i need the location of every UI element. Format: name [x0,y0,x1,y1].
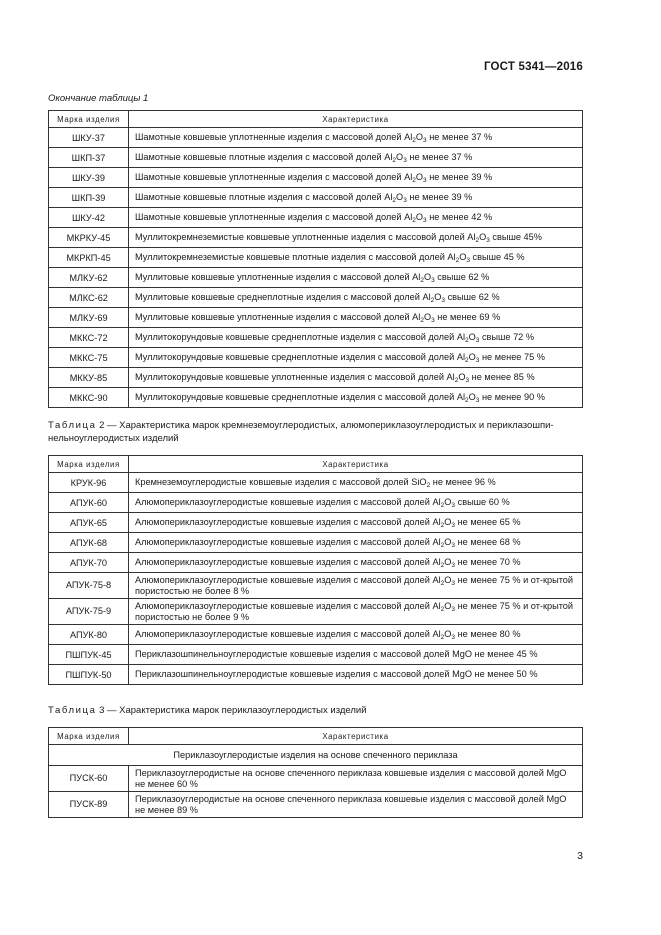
table-row [49,533,583,553]
table2-caption-label: Таблица [48,420,97,431]
table2 [48,455,583,685]
table3-header-desc: Характеристика [129,728,583,745]
table3-caption [48,704,367,717]
characteristic-cell: Муллитокорундовые ковшевые среднеплотные изделия с массовой долей $Al_2O_3$ не менее 75 % [129,348,583,368]
table3-caption-text: 3 — Характеристика марок периклазоуглеродистых изделий [99,705,367,716]
table3 [48,727,583,818]
product-grade-cell: МККС-90 [49,388,129,408]
table-row [49,368,583,388]
table-row [49,599,583,625]
table-row [49,665,583,685]
product-grade-cell: МЛКУ-69 [49,308,129,328]
characteristic-cell: Алюмопериклазоуглеродистые ковшевые изделия с массовой долей $Al_2O_3$ свыше 60 % [129,493,583,513]
characteristic-cell: Алюмопериклазоуглеродистые ковшевые изделия с массовой долей $Al_2O_3$ не менее 65 % [129,513,583,533]
characteristic-cell: Периклазошпинельноуглеродистые ковшевые изделия с массовой долей MgO не менее 50 % [129,665,583,685]
table3-caption-label: Таблица [48,705,97,716]
table-row [49,328,583,348]
product-grade-cell: МККС-72 [49,328,129,348]
product-grade-cell: АПУК-80 [49,625,129,645]
table-row [49,168,583,188]
product-grade-cell: ПШПУК-45 [49,645,129,665]
product-grade-cell: МККС-75 [49,348,129,368]
characteristic-cell: Шамотные ковшевые плотные изделия с массовой долей $Al_2O_3$ не менее 37 % [129,148,583,168]
characteristic-cell: Алюмопериклазоуглеродистые ковшевые изделия с массовой долей $Al_2O_3$ не менее 80 % [129,625,583,645]
characteristic-cell: Алюмопериклазоуглеродистые ковшевые изделия с массовой долей $Al_2O_3$ не менее 75 % и от-крытой пористостью не более 8 % [129,573,583,599]
product-grade-cell: АПУК-68 [49,533,129,553]
table-row [49,348,583,368]
product-grade-cell: МЛКУ-62 [49,268,129,288]
product-grade-cell: МККУ-85 [49,368,129,388]
product-grade-cell: АПУК-70 [49,553,129,573]
table-row [49,513,583,533]
table2-caption [48,419,588,445]
characteristic-cell: Муллитовые ковшевые уплотненные изделия с массовой долей $Al_2O_3$ не менее 69 % [129,308,583,328]
table-row [49,288,583,308]
table2-caption-text: 2 — Характеристика марок кремнеземоуглеродистых, алюмопериклазоуглеродистых и периклазошпи-нельноуглеродистых изделий [48,420,554,444]
product-grade-cell: МКРКУ-45 [49,228,129,248]
characteristic-cell: Муллитокремнеземистые ковшевые уплотненные изделия с массовой долей $Al_2O_3$ свыше 45% [129,228,583,248]
product-grade-cell: ШКУ-37 [49,128,129,148]
product-grade-cell: АПУК-65 [49,513,129,533]
table1-header-desc: Характеристика [129,111,583,128]
characteristic-cell: Периклазошпинельноуглеродистые ковшевые изделия с массовой долей MgO не менее 45 % [129,645,583,665]
table-row [49,792,583,818]
characteristic-cell: Периклазоуглеродистые на основе спеченного периклаза ковшевые изделия с массовой долей MgO не менее 89 % [129,792,583,818]
table-row [49,388,583,408]
table1-caption: Окончание таблицы 1 [48,93,149,104]
table-row [49,148,583,168]
table-row [49,473,583,493]
characteristic-cell: Муллитовые ковшевые среднеплотные изделия с массовой долей $Al_2O_3$ свыше 62 % [129,288,583,308]
table1-header-code: Марка изделия [49,111,129,128]
table1 [48,110,583,408]
document-code: ГОСТ 5341—2016 [483,61,583,73]
table-row [49,268,583,288]
characteristic-cell: Алюмопериклазоуглеродистые ковшевые изделия с массовой долей $Al_2O_3$ не менее 68 % [129,533,583,553]
characteristic-cell: Муллитокорундовые ковшевые среднеплотные изделия с массовой долей $Al_2O_3$ свыше 72 % [129,328,583,348]
product-grade-cell: КРУК-96 [49,473,129,493]
characteristic-cell: Муллитовые ковшевые уплотненные изделия с массовой долей $Al_2O_3$ свыше 62 % [129,268,583,288]
product-grade-cell: ШКУ-39 [49,168,129,188]
table-row [49,308,583,328]
characteristic-cell: Кремнеземоуглеродистые ковшевые изделия с массовой долей SiO$_2$ не менее 96 % [129,473,583,493]
table2-header-code: Марка изделия [49,456,129,473]
table-row [49,766,583,792]
product-grade-cell: ПУСК-60 [49,766,129,792]
characteristic-cell: Алюмопериклазоуглеродистые ковшевые изделия с массовой долей $Al_2O_3$ не менее 70 % [129,553,583,573]
table-row [49,228,583,248]
characteristic-cell: Муллитокремнеземистые ковшевые плотные изделия с массовой долей $Al_2O_3$ свыше 45 % [129,248,583,268]
table3-header-code: Марка изделия [49,728,129,745]
product-grade-cell: ШКУ-42 [49,208,129,228]
page-number: 3 [577,850,583,862]
characteristic-cell: Периклазоуглеродистые на основе спеченного периклаза ковшевые изделия с массовой долей MgO не менее 60 % [129,766,583,792]
product-grade-cell: ПШПУК-50 [49,665,129,685]
characteristic-cell: Муллитокорундовые ковшевые уплотненные изделия с массовой долей $Al_2O_3$ не менее 85 % [129,368,583,388]
table-row [49,208,583,228]
table-row [49,188,583,208]
characteristic-cell: Шамотные ковшевые уплотненные изделия с массовой долей $Al_2O_3$ не менее 37 % [129,128,583,148]
product-grade-cell: АПУК-60 [49,493,129,513]
characteristic-cell: Шамотные ковшевые плотные изделия с массовой долей $Al_2O_3$ не менее 39 % [129,188,583,208]
product-grade-cell: МКРКП-45 [49,248,129,268]
table-row [49,248,583,268]
table-row [49,553,583,573]
product-grade-cell: ШКП-39 [49,188,129,208]
table-row [49,645,583,665]
characteristic-cell: Шамотные ковшевые уплотненные изделия с массовой долей $Al_2O_3$ не менее 42 % [129,208,583,228]
table3-section-title: Периклазоуглеродистые изделия на основе спеченного периклаза [49,745,583,766]
product-grade-cell: ПУСК-89 [49,792,129,818]
table-row [49,573,583,599]
table2-header-desc: Характеристика [129,456,583,473]
product-grade-cell: ШКП-37 [49,148,129,168]
table-row [49,128,583,148]
product-grade-cell: АПУК-75-9 [49,599,129,625]
table-row [49,625,583,645]
table-row [49,493,583,513]
characteristic-cell: Муллитокорундовые ковшевые среднеплотные изделия с массовой долей $Al_2O_3$ не менее 90 % [129,388,583,408]
characteristic-cell: Алюмопериклазоуглеродистые ковшевые изделия с массовой долей $Al_2O_3$ не менее 75 % и от-крытой пористостью не более 9 % [129,599,583,625]
product-grade-cell: АПУК-75-8 [49,573,129,599]
characteristic-cell: Шамотные ковшевые уплотненные изделия с массовой долей $Al_2O_3$ не менее 39 % [129,168,583,188]
product-grade-cell: МЛКС-62 [49,288,129,308]
